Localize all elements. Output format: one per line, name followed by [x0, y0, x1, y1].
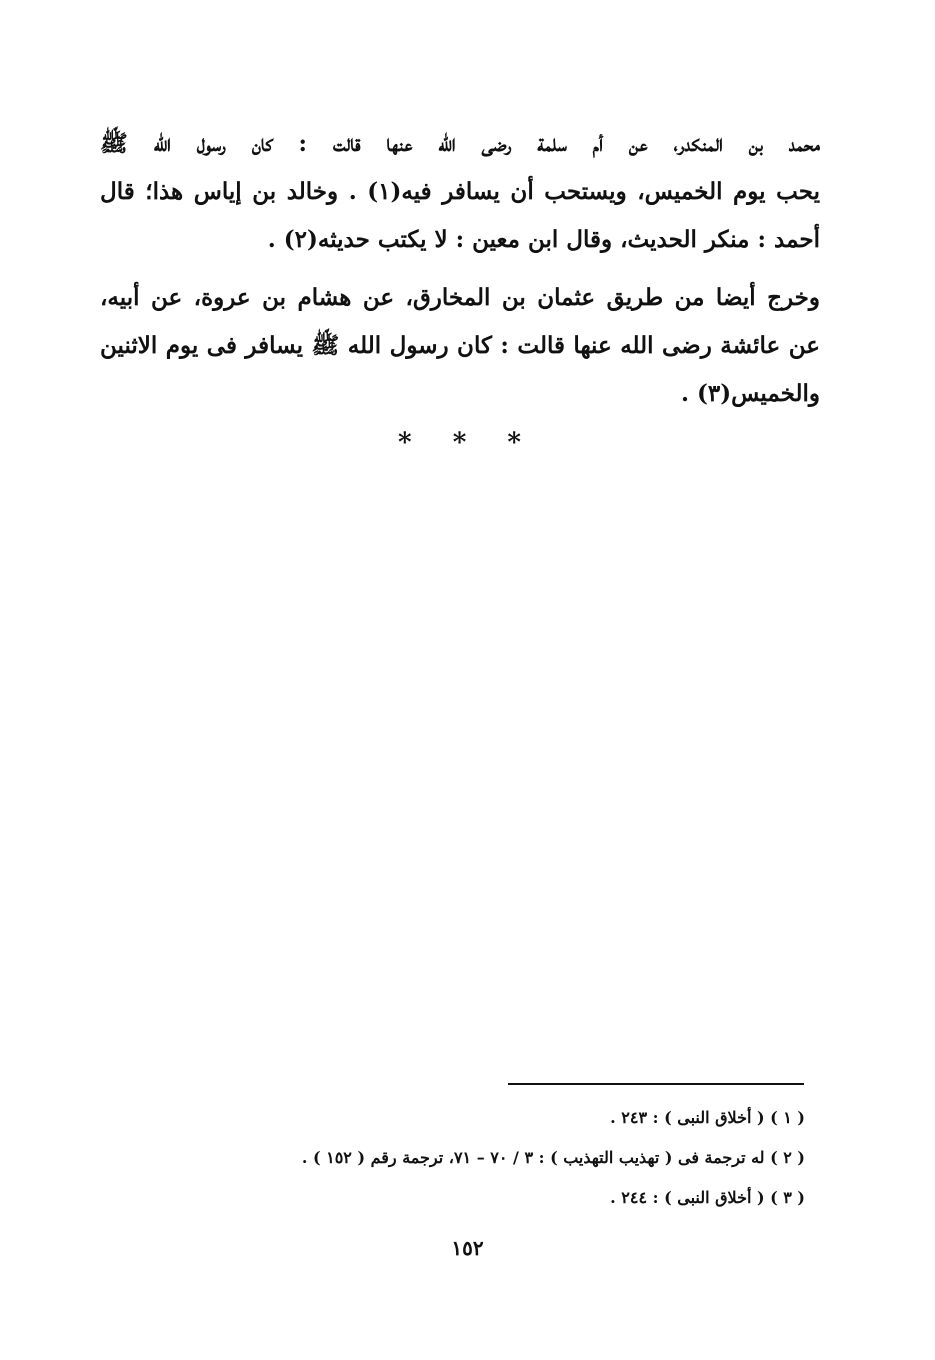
paragraph-1-line-2: يحب يوم الخميس، ويستحب أن يسافر فيه(١) . وخالد بن إياس هذا؛ قال [100, 178, 820, 205]
page-number: ١٥٢ [451, 1236, 484, 1260]
paragraph-2-line-3: والخميس(٣) . [680, 380, 820, 407]
footnote-3: ( ٣ ) ( أخلاق النبى ) : ٢٤٤ . [610, 1188, 805, 1207]
paragraph-2-line-2: عن عائشة رضى الله عنها قالت : كان رسول الله ﷺ يسافر فى يوم الاثنين [100, 332, 820, 359]
footnote-1: ( ١ ) ( أخلاق النبى ) : ٢٤٣ . [610, 1108, 805, 1127]
section-separator: * * * [398, 428, 537, 458]
paragraph-1-line-1: محمد بن المنكدر، عن أم سلمة رضى الله عنها قالت : كان رسول الله ﷺ [100, 130, 820, 157]
paragraph-2 [100, 274, 820, 418]
footnote-divider [508, 1083, 804, 1085]
main-text [100, 120, 820, 428]
paragraph-1-line-3: أحمد : منكر الحديث، وقال ابن معين : لا يكتب حديثه(٢) . [267, 226, 820, 253]
footnotes [165, 1098, 805, 1218]
footnote-2: ( ٢ ) له ترجمة فى ( تهذيب التهذيب ) : ٣ / ٧٠ – ٧١، ترجمة رقم ( ١٥٢ ) . [301, 1148, 805, 1167]
paragraph-1 [100, 120, 820, 264]
paragraph-2-line-1: وخرج أيضا من طريق عثمان بن المخارق، عن هشام بن عروة، عن أبيه، [100, 284, 820, 311]
